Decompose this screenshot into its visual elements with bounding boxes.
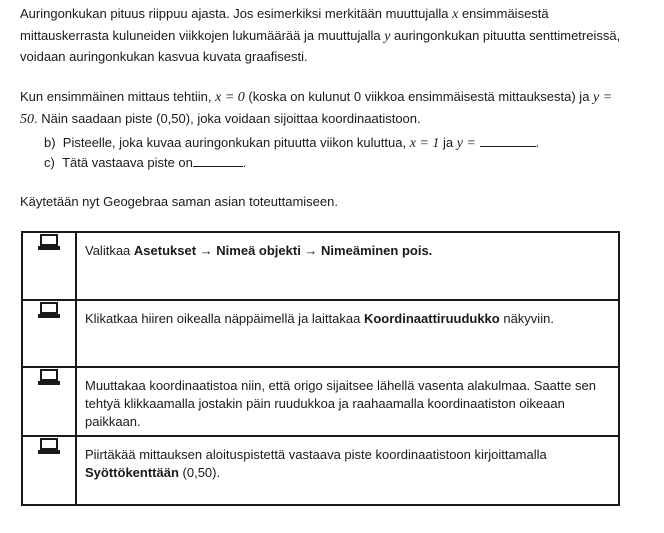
- step-4-post: (0,50).: [178, 465, 221, 480]
- coordinate-grid-label: Koordinaattiruudukko: [363, 311, 500, 326]
- laptop-icon: [37, 437, 61, 455]
- menu-settings: Asetukset: [133, 243, 197, 258]
- intro-text-1: Auringonkukan pituus riippuu ajasta. Jos esimerkiksi merkitään muuttujalla: [20, 6, 453, 21]
- input-bar-label: Syöttökenttään: [85, 465, 179, 480]
- question-b-y: y =: [456, 136, 476, 151]
- step-4-pre: Piirtäkää mittauksen aloituspistettä vastaava piste koordinaatistoon kirjoittamalla: [85, 447, 547, 462]
- measurement-paragraph: [20, 87, 630, 130]
- question-c: [44, 153, 247, 173]
- question-c-end: .: [242, 155, 247, 170]
- step-row-4: [22, 436, 619, 505]
- question-b: [44, 133, 539, 154]
- step-4-icon-cell: [22, 436, 76, 505]
- step-1-pre: Valitkaa: [85, 243, 134, 258]
- step-row-1: [22, 232, 619, 300]
- question-b-end: .: [535, 135, 540, 150]
- step-3-icon-cell: [22, 367, 76, 436]
- measure-text-1: Kun ensimmäinen mittaus tehtiin,: [20, 89, 216, 104]
- equation-y-fifty: y = 50: [20, 90, 613, 127]
- answer-blank-c[interactable]: [193, 154, 243, 167]
- step-2-text: [76, 300, 619, 367]
- question-b-x: x = 1: [409, 136, 440, 151]
- laptop-icon: [37, 368, 61, 386]
- step-2-pre: Klikatkaa hiiren oikealla näppäimellä ja laittakaa: [85, 311, 364, 326]
- intro-text-3: auringonkukan pituutta senttimetreissä, voidaan auringonkukan kasvua kuvata graafisesti.: [20, 27, 621, 64]
- intro-text-2: ensimmäisestä mittauskerrasta kuluneiden viikkojen lukumäärää ja muuttujalla: [20, 6, 549, 43]
- step-1-icon-cell: [22, 232, 76, 300]
- menu-arrow-1: →: [196, 243, 217, 258]
- step-4-text: [76, 436, 619, 505]
- question-b-and: ja: [439, 135, 457, 150]
- variable-x: x: [452, 7, 459, 22]
- laptop-icon: [37, 301, 61, 319]
- step-row-3: [22, 367, 619, 436]
- geogebra-intro: Käytetään nyt Geogebraa saman asian toteuttamiseen.: [20, 194, 338, 209]
- equation-x-zero: x = 0: [215, 90, 245, 105]
- variable-y: y: [384, 28, 391, 44]
- answer-blank-b[interactable]: [480, 134, 536, 147]
- laptop-icon: [37, 233, 61, 251]
- menu-labeling-off: Nimeäminen pois.: [321, 243, 433, 258]
- question-c-text: Tätä vastaava piste on: [62, 155, 193, 170]
- measure-text-3: . Näin saadaan piste (0,50), joka voidaan sijoittaa koordinaatistoon.: [34, 110, 421, 126]
- measure-text-2: (koska on kulunut 0 viikkoa ensimmäisestä mittauksesta) ja: [244, 89, 594, 104]
- menu-arrow-2: →: [300, 243, 322, 258]
- step-1-text: [76, 232, 619, 300]
- step-row-2: [22, 300, 619, 367]
- step-2-post: näkyviin.: [499, 311, 554, 326]
- step-3-text: Muuttakaa koordinaatistoa niin, että origo sijaitsee lähellä vasenta alakulmaa. Saatte sen tehtyä klikkaamalla jostakin päin ruudukkoa ja raahaamalla koordinaatiston oikeaan paikkaan.: [76, 367, 619, 436]
- menu-label-object: Nimeä objekti: [216, 243, 301, 258]
- intro-paragraph: [20, 4, 630, 68]
- question-c-label: c): [44, 155, 55, 170]
- question-b-label: b): [44, 135, 56, 150]
- instruction-table: [21, 231, 620, 506]
- question-b-text: Pisteelle, joka kuvaa auringonkukan pituutta viikon kuluttua,: [62, 135, 410, 150]
- step-2-icon-cell: [22, 300, 76, 367]
